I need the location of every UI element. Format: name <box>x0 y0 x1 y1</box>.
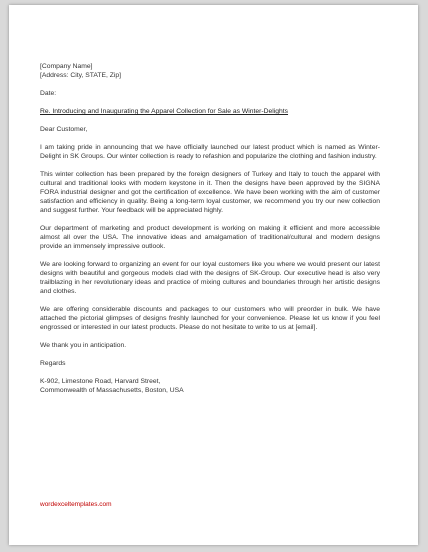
signature-line-2: Commonwealth of Massachusetts, Boston, USA <box>40 387 184 394</box>
closing: Regards <box>40 360 66 367</box>
company-name: [Company Name] <box>40 63 93 70</box>
subject-line: Re. Introducing and Inaugurating the Apparel Collection for Sale as Winter-Delights <box>40 108 289 115</box>
paragraph-1: I am taking pride in announcing that we have officially launched our latest product which is named as Winter-Delight in SK Groups. Our winter collection is ready to refashion and popularize the clothing and fashion industry. <box>40 144 380 160</box>
company-address: [Address: City, STATE, Zip] <box>40 72 122 79</box>
paragraph-5: We are offering considerable discounts and packages to our customers who will preorder in bulk. We have attached the pictorial glimpses of designs freshly launched for your convenience. Please let us know if you feel engrossed or interested in our latest products. Please do not hesitate to write to us at [email]. <box>40 306 380 331</box>
paragraph-6: We thank you in anticipation. <box>40 342 127 349</box>
paragraph-2: This winter collection has been prepared by the foreign designers of Turkey and Italy to touch the apparel with cultural and traditional looks with modern keystone in it. Then the designs have been approved by the SIGNA FORA industrial designer and got the certification of excellence. We have been working with the aim of customer satisfaction and efficiency in quality. Being a long-term loyal customer, we recommend you try our new collection and suggest further. Your feedback will be appreciated highly. <box>40 171 380 214</box>
date-label: Date: <box>40 90 57 97</box>
salutation: Dear Customer, <box>40 126 88 133</box>
signature-line-1: K-902, Limestone Road, Harvard Street, <box>40 378 161 385</box>
letter-page <box>9 5 418 545</box>
paragraph-4: We are looking forward to organizing an event for our loyal customers like you where we would present our latest designs with beautiful and gorgeous models clad with the designs of SK-Group. Our executive head is also very trailblazing in her revolutionary ideas and practice of mixing cultures and boundaries through her artistic designs and clothes. <box>40 261 380 295</box>
letter-body <box>40 62 380 395</box>
footer-link[interactable]: wordexceltemplates.com <box>40 501 112 508</box>
paragraph-3: Our department of marketing and product development is working on making it efficient and more accessible almost all over the USA. The innovative ideas and amalgamation of traditional/cultural and modern designs provide an immensely impressive outlook. <box>40 225 380 250</box>
